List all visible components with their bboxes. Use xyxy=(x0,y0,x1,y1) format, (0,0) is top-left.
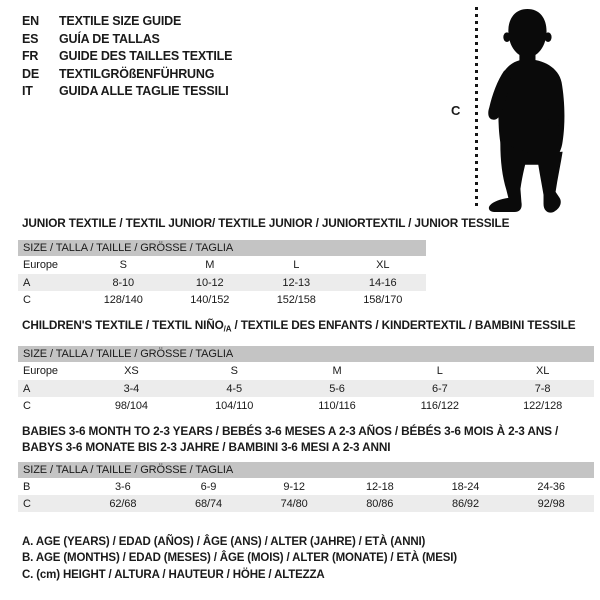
note-height-cm: C. (cm) HEIGHT / ALTURA / HAUTEUR / HÖHE / ALTEZZA xyxy=(22,568,325,581)
table-cell: 128/140 xyxy=(103,293,143,306)
lang-title: TEXTILE SIZE GUIDE xyxy=(59,14,182,28)
table-row xyxy=(18,291,426,308)
table-cell: 10-12 xyxy=(167,274,254,291)
lang-title: GUIDE DES TAILLES TEXTILE xyxy=(59,49,233,64)
table-cell: 6-9 xyxy=(200,480,217,493)
table-cell: 116/122 xyxy=(420,399,459,412)
table-cell: 6-7 xyxy=(388,380,491,397)
table-cell: L xyxy=(293,259,300,271)
table-cell: 14-16 xyxy=(340,274,427,291)
table-cell: M xyxy=(205,259,215,271)
table-cell: 68/74 xyxy=(166,495,252,512)
babies-title-line1: BABIES 3-6 MONTH TO 2-3 YEARS / BEBÉS 3-6 MESES A 2-3 AÑOS / BÉBÉS 3-6 MOIS À 2-3 ANS / xyxy=(22,424,559,438)
row-label: C xyxy=(18,495,80,512)
junior-table xyxy=(18,240,426,308)
lang-code: FR xyxy=(22,49,39,64)
junior-size-header-bar: SIZE / TALLA / TAILLE / GRÖSSE / TAGLIA xyxy=(18,240,426,256)
junior-section-title: JUNIOR TEXTILE / TEXTIL JUNIOR/ TEXTILE JUNIOR / JUNIORTEXTIL / JUNIOR TESSILE xyxy=(22,216,510,230)
table-cell: 80/86 xyxy=(337,495,423,512)
language-title-list xyxy=(22,13,232,101)
table-cell: 5-6 xyxy=(286,380,389,397)
lang-code: IT xyxy=(22,84,33,99)
table-cell: 140/152 xyxy=(190,293,230,306)
table-cell: 7-8 xyxy=(491,380,594,397)
children-section-title xyxy=(22,318,576,334)
lang-code: EN xyxy=(22,14,39,28)
lang-title: TEXTILGRÖßENFÜHRUNG xyxy=(59,66,215,81)
table-cell: M xyxy=(332,365,342,377)
height-measure-label: C xyxy=(451,103,461,118)
row-label: C xyxy=(23,399,31,412)
table-cell: XS xyxy=(124,365,139,377)
babies-size-header-bar: SIZE / TALLA / TAILLE / GRÖSSE / TAGLIA xyxy=(18,462,594,478)
height-measure-dotted-line xyxy=(475,7,478,208)
row-label: B xyxy=(23,480,31,493)
row-label: A xyxy=(18,274,80,291)
table-row xyxy=(18,380,594,397)
children-title-pre: CHILDREN'S TEXTILE / TEXTIL NIÑO xyxy=(22,318,224,332)
table-cell: 24-36 xyxy=(537,480,565,493)
row-label: Europe xyxy=(23,365,58,377)
table-cell: 152/158 xyxy=(276,293,316,306)
children-title-post: / TEXTILE DES ENFANTS / KINDERTEXTIL / BAMBINI TESSILE xyxy=(231,318,576,332)
lang-title: GUÍA DE TALLAS xyxy=(59,31,160,46)
table-cell: 110/116 xyxy=(318,399,356,412)
junior-size-table xyxy=(18,256,426,308)
table-cell: 158/170 xyxy=(363,293,403,306)
table-row xyxy=(18,274,426,291)
table-cell: 12-13 xyxy=(253,274,340,291)
lang-row-es xyxy=(22,31,232,49)
note-age-months: B. AGE (MONTHS) / EDAD (MESES) / ÂGE (MOIS) / ALTER (MONATE) / ETÀ (MESI) xyxy=(22,552,457,565)
table-cell: L xyxy=(436,365,443,377)
children-size-table xyxy=(18,362,594,414)
table-cell: 3-4 xyxy=(80,380,183,397)
lang-code: ES xyxy=(22,31,39,46)
table-row xyxy=(18,362,594,380)
babies-title-line2: BABYS 3-6 MONATE BIS 2-3 JAHRE / BAMBINI 3-6 MESI A 2-3 ANNI xyxy=(22,439,391,454)
row-label: A xyxy=(18,380,80,397)
table-cell: 4-5 xyxy=(183,380,286,397)
row-label: Europe xyxy=(23,259,58,271)
table-cell: S xyxy=(119,259,127,271)
table-cell: 122/128 xyxy=(523,399,563,412)
lang-title: GUIDA ALLE TAGLIE TESSILI xyxy=(59,84,229,99)
table-row xyxy=(18,478,594,495)
lang-row-de xyxy=(22,66,232,84)
lang-code: DE xyxy=(22,66,39,81)
table-cell: 62/68 xyxy=(80,495,166,512)
table-cell: XL xyxy=(535,365,550,377)
table-row xyxy=(18,495,594,512)
table-cell: 74/80 xyxy=(251,495,337,512)
table-row xyxy=(18,397,594,414)
table-cell: 3-6 xyxy=(115,480,131,493)
lang-row-en xyxy=(22,13,232,31)
children-table xyxy=(18,346,594,414)
table-cell: XL xyxy=(376,259,390,271)
legend-notes xyxy=(22,534,457,583)
table-cell: 104/110 xyxy=(215,399,254,412)
table-cell: 86/92 xyxy=(423,495,509,512)
note-age-years: A. AGE (YEARS) / EDAD (AÑOS) / ÂGE (ANS) / ALTER (JAHRE) / ETÀ (ANNI) xyxy=(22,536,426,548)
lang-row-it xyxy=(22,83,232,101)
table-row xyxy=(18,256,426,274)
lang-row-fr xyxy=(22,48,232,66)
babies-size-table xyxy=(18,478,594,512)
table-cell: 8-10 xyxy=(80,274,167,291)
table-cell: 92/98 xyxy=(508,495,594,512)
table-cell: S xyxy=(230,365,238,377)
babies-section-title xyxy=(22,424,558,456)
children-title-subscript: /A xyxy=(223,324,232,334)
table-cell: 12-18 xyxy=(365,480,394,493)
table-cell: 98/104 xyxy=(114,399,148,412)
table-cell: 18-24 xyxy=(451,480,480,493)
table-cell: 9-12 xyxy=(283,480,305,493)
children-size-header-bar: SIZE / TALLA / TAILLE / GRÖSSE / TAGLIA xyxy=(18,346,594,362)
row-label: C xyxy=(23,293,31,306)
baby-silhouette-image xyxy=(487,4,588,215)
babies-table xyxy=(18,462,594,512)
